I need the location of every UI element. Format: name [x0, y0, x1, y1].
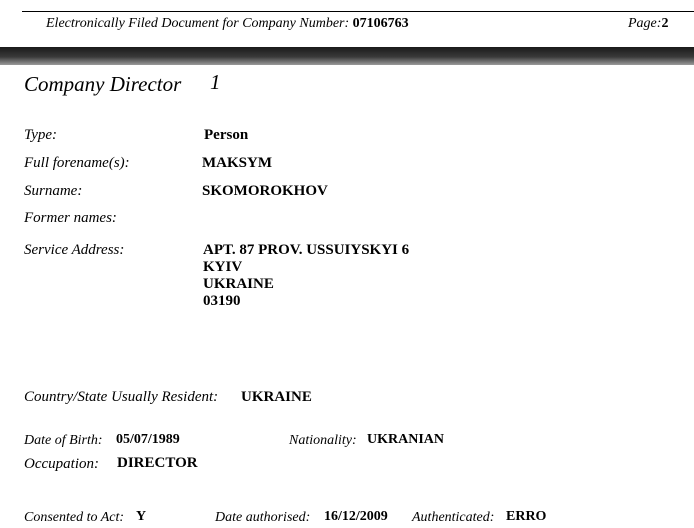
page-indicator — [628, 16, 668, 32]
type-label: Type: — [24, 127, 58, 143]
section-number: 1 — [210, 70, 221, 94]
surname-label: Surname: — [24, 183, 83, 199]
country-label: Country/State Usually Resident: — [24, 389, 219, 405]
occupation-value: DIRECTOR — [117, 455, 198, 471]
page-number: 2 — [661, 16, 669, 31]
page-label: Page: — [628, 16, 662, 31]
surname-value: SKOMOROKHOV — [202, 183, 328, 199]
consented-label: Consented to Act: — [24, 510, 125, 525]
forename-value: MAKSYM — [202, 155, 272, 171]
address-line-1: APT. 87 PROV. USSUIYSKYI 6 — [203, 242, 410, 258]
authenticated-label: Authenticated: — [412, 510, 495, 525]
date-authorised-value: 16/12/2009 — [324, 509, 388, 524]
header-top-rule — [22, 11, 694, 12]
filing-header — [46, 16, 409, 32]
company-number: 07106763 — [352, 16, 409, 31]
service-address — [203, 242, 409, 310]
consented-value: Y — [136, 509, 147, 524]
date-authorised-label: Date authorised: — [215, 510, 311, 525]
header-divider-bar — [0, 47, 694, 65]
former-names-label: Former names: — [24, 210, 117, 226]
dob-label: Date of Birth: — [24, 433, 103, 448]
address-line-3: UKRAINE — [203, 276, 274, 292]
nationality-label: Nationality: — [289, 433, 357, 448]
authenticated-value: ERRO — [506, 509, 547, 524]
nationality-value: UKRANIAN — [367, 432, 444, 447]
type-value: Person — [204, 127, 249, 143]
address-line-4: 03190 — [203, 293, 241, 309]
forename-label: Full forename(s): — [24, 155, 130, 171]
dob-value: 05/07/1989 — [116, 432, 180, 447]
service-address-label: Service Address: — [24, 242, 125, 258]
filing-header-label: Electronically Filed Document for Company Number: — [46, 16, 350, 31]
country-value: UKRAINE — [241, 389, 312, 405]
occupation-label: Occupation: — [24, 456, 99, 472]
address-line-2: KYIV — [203, 259, 243, 275]
section-title: Company Director — [24, 72, 182, 96]
